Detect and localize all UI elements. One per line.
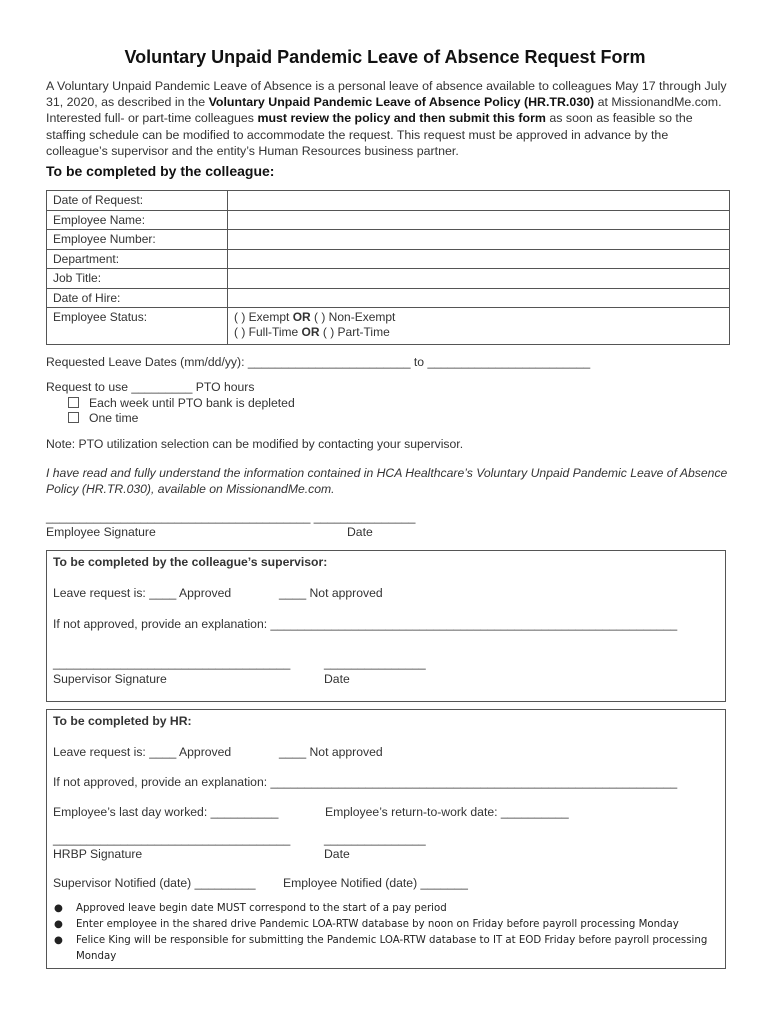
job-title-field[interactable]	[228, 269, 730, 289]
list-item	[54, 917, 724, 933]
bullet-icon: ●	[54, 903, 63, 914]
form-title: Voluntary Unpaid Pandemic Leave of Absence Request Form	[124, 47, 646, 67]
or-text: OR	[292, 310, 311, 324]
date-of-request-label: Date of Request:	[47, 191, 228, 211]
employee-notified-date[interactable]: Employee Notified (date) _______	[283, 876, 468, 890]
checkbox-icon[interactable]	[68, 397, 79, 408]
pto-option-one-time-label: One time	[89, 411, 139, 425]
or-text: OR	[301, 325, 320, 339]
hr-not-approved[interactable]: ____ Not approved	[279, 745, 383, 759]
table-row	[47, 308, 730, 345]
table-row	[47, 288, 730, 308]
employee-signature-label: Employee Signature	[46, 525, 156, 539]
pto-option-one-time[interactable]	[68, 411, 138, 425]
department-field[interactable]	[228, 249, 730, 269]
employee-number-field[interactable]	[228, 230, 730, 250]
acknowledgement-text: I have read and fully understand the information contained in HCA Healthcare’s Voluntary Unpaid Pandemic Leave of Absence Policy (HR.TR.030), available on MissionandMe.com.	[46, 466, 728, 496]
hr-date-label: Date	[324, 847, 350, 861]
supervisor-not-approved[interactable]: ____ Not approved	[279, 586, 383, 600]
colleague-section-heading: To be completed by the colleague:	[46, 163, 275, 179]
table-row	[47, 249, 730, 269]
full-time-option[interactable]: ( ) Full-Time	[234, 325, 302, 339]
supervisor-section-heading: To be completed by the colleague’s supervisor:	[53, 555, 328, 569]
supervisor-date-line[interactable]: _______________	[324, 656, 426, 670]
supervisor-signature-line[interactable]: ___________________________________	[53, 656, 291, 670]
date-of-hire-field[interactable]	[228, 288, 730, 308]
time-status-options[interactable]	[234, 325, 723, 340]
policy-name: Voluntary Unpaid Pandemic Leave of Absence Policy (HR.TR.030)	[208, 95, 595, 110]
date-of-hire-label: Date of Hire:	[47, 288, 228, 308]
pto-option-weekly[interactable]	[68, 396, 295, 410]
supervisor-approved[interactable]: Leave request is: ____ Approved	[53, 586, 232, 600]
employee-status-field[interactable]	[228, 308, 730, 345]
instruction-text: Felice King will be responsible for submitting the Pandemic LOA-RTW database to IT at EOD Friday before payroll processing Monday	[76, 935, 708, 962]
employee-signature-line[interactable]: _______________________________________ _______________	[46, 510, 416, 524]
employee-name-label: Employee Name:	[47, 210, 228, 230]
bullet-icon: ●	[54, 935, 63, 946]
intro-paragraph	[46, 78, 730, 159]
hr-explanation[interactable]: If not approved, provide an explanation: ____________________________________________________________	[53, 775, 678, 789]
employee-date-label: Date	[347, 525, 373, 539]
supervisor-signature-label: Supervisor Signature	[53, 672, 167, 686]
list-item	[54, 901, 724, 917]
employee-status-label: Employee Status:	[47, 308, 228, 345]
table-row	[47, 191, 730, 211]
pto-option-weekly-label: Each week until PTO bank is depleted	[89, 396, 295, 410]
hr-date-line[interactable]: _______________	[324, 832, 426, 846]
exemption-options[interactable]	[234, 310, 723, 325]
pto-note: Note: PTO utilization selection can be modified by contacting your supervisor.	[46, 437, 464, 451]
requested-leave-dates[interactable]: Requested Leave Dates (mm/dd/yy): ________________________ to ________________________	[46, 355, 591, 369]
bullet-icon: ●	[54, 919, 63, 930]
supervisor-section	[46, 550, 726, 702]
hr-instructions-list	[54, 901, 724, 965]
exempt-option[interactable]: ( ) Exempt	[234, 310, 293, 324]
intro-text-2: at MissionandMe.com. Interested full- or part-time colleagues	[46, 95, 722, 126]
employee-name-field[interactable]	[228, 210, 730, 230]
pto-hours-request[interactable]: Request to use _________ PTO hours	[46, 380, 255, 394]
checkbox-icon[interactable]	[68, 412, 79, 423]
table-row	[47, 230, 730, 250]
must-review-text: must review the policy and then submit this form	[257, 111, 546, 126]
supervisor-notified-date[interactable]: Supervisor Notified (date) _________	[53, 876, 256, 890]
intro-text-3: as soon as feasible so the staffing schedule can be modified to accommodate the request. This request must be approved in advance by the colleague’s supervisor and the entity’s Human Resources business partner.	[46, 111, 693, 158]
date-of-request-field[interactable]	[228, 191, 730, 211]
hrbp-signature-label: HRBP Signature	[53, 847, 143, 861]
last-day-worked[interactable]: Employee’s last day worked: __________	[53, 805, 279, 819]
hr-approved[interactable]: Leave request is: ____ Approved	[53, 745, 232, 759]
return-to-work-date[interactable]: Employee’s return-to-work date: __________	[325, 805, 569, 819]
non-exempt-option[interactable]: ( ) Non-Exempt	[310, 310, 396, 324]
instruction-text: Enter employee in the shared drive Pandemic LOA-RTW database by noon on Friday before payroll processing Monday	[76, 919, 679, 930]
table-row	[47, 210, 730, 230]
department-label: Department:	[47, 249, 228, 269]
list-item	[54, 933, 724, 965]
supervisor-date-label: Date	[324, 672, 350, 686]
hr-section-heading: To be completed by HR:	[53, 714, 192, 728]
instruction-text: Approved leave begin date MUST correspond to the start of a pay period	[76, 903, 447, 914]
job-title-label: Job Title:	[47, 269, 228, 289]
employee-number-label: Employee Number:	[47, 230, 228, 250]
table-row	[47, 269, 730, 289]
part-time-option[interactable]: ( ) Part-Time	[319, 325, 390, 339]
employee-info-table	[46, 190, 730, 345]
intro-text-1: A Voluntary Unpaid Pandemic Leave of Absence is a personal leave of absence available to colleagues May 17 through July 31, 2020, as described in the	[46, 79, 727, 110]
hrbp-signature-line[interactable]: ___________________________________	[53, 832, 291, 846]
supervisor-explanation[interactable]: If not approved, provide an explanation: ____________________________________________________________	[53, 617, 678, 631]
